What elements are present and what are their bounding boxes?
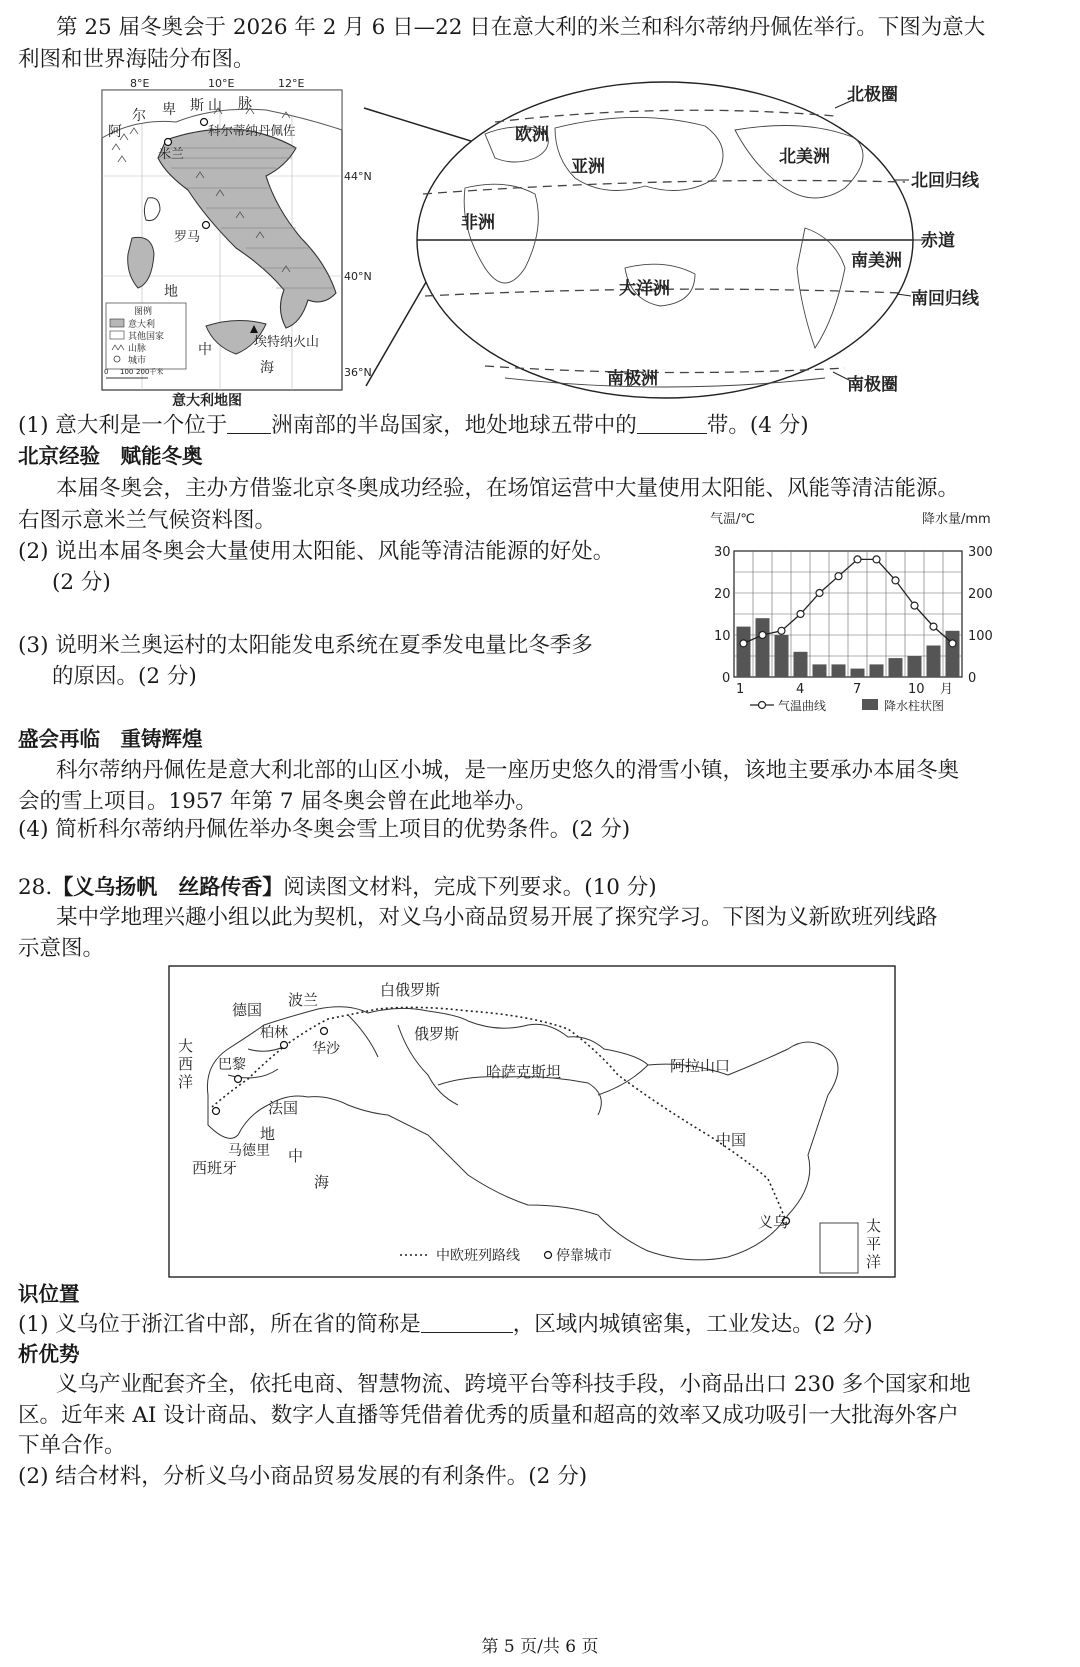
- continent-oceania: 大洋洲: [619, 279, 670, 299]
- s3-para-1: 义乌产业配套齐全，依托电商、智慧物流、跨境平台等科技手段，小商品出口 230 多个国家和地: [56, 1372, 971, 1397]
- milan-city-marker: [165, 139, 172, 146]
- chart-ylabel-right: 降水量/mm: [922, 512, 991, 527]
- s3-q1-blank[interactable]: [421, 1310, 513, 1333]
- question-3-line-2: 的原因。(2 分): [52, 664, 197, 689]
- temperature-point: [740, 640, 747, 647]
- tropic-cancer-label: 北回归线: [911, 171, 979, 191]
- legend-title: 图例: [134, 307, 153, 317]
- label-spain: 西班牙: [192, 1159, 238, 1177]
- label-atlantic-2: 西: [178, 1055, 194, 1073]
- label-poland: 波兰: [288, 991, 319, 1009]
- question-2-line-1: (2) 说出本届冬奥会大量使用太阳能、风能等清洁能源的好处。: [18, 539, 615, 564]
- s3-para-2: 区。近年来 AI 设计商品、数字人直播等凭借着优秀的质量和超高的效率又成功吸引一大批海外客户: [18, 1403, 959, 1428]
- q28-para-1: 某中学地理兴趣小组以此为契机，对义乌小商品贸易开展了探究学习。下图为义新欧班列线路: [56, 905, 938, 930]
- equator-label: 赤道: [921, 231, 955, 251]
- precipitation-bar: [737, 627, 751, 677]
- label-atlantic-1: 大: [178, 1037, 194, 1055]
- section-heading-beijing: 北京经验 赋能冬奥: [18, 444, 203, 468]
- lat-label-44n: 44°N: [344, 170, 372, 183]
- label-china: 中国: [716, 1131, 747, 1149]
- cortina-label: 科尔蒂纳丹佩佐: [208, 123, 296, 138]
- lon-label-12e: 12°E: [278, 78, 305, 90]
- q1-text-c: 带。(4 分): [706, 413, 809, 438]
- legend-precipitation: 降水柱状图: [884, 699, 945, 713]
- precipitation-bar: [870, 664, 884, 677]
- berlin-stop: [281, 1042, 288, 1049]
- temperature-point: [835, 573, 842, 580]
- precipitation-bar: [889, 658, 903, 677]
- precipitation-bar: [756, 618, 770, 677]
- label-med-3: 海: [314, 1173, 330, 1191]
- alps-char-6: 脉: [238, 96, 252, 112]
- s3-q1-text-a: (1) 义乌位于浙江省中部，所在省的简称是: [18, 1312, 421, 1337]
- scale-0: 0: [104, 368, 109, 376]
- temperature-point: [797, 611, 804, 618]
- label-pacific-2: 平: [866, 1235, 882, 1253]
- milan-label: 米兰: [158, 147, 185, 162]
- legend-stop-city: 停靠城市: [556, 1248, 612, 1264]
- milan-climate-chart: [700, 505, 1010, 715]
- chart-ytick-left-30: 30: [714, 545, 731, 560]
- alps-char-3: 卑: [162, 102, 176, 118]
- chart-xtick-10: 10: [908, 682, 925, 697]
- italy-map-legend: [106, 303, 186, 369]
- paris-stop: [235, 1076, 242, 1083]
- temperature-point: [778, 627, 785, 634]
- question-1: [18, 410, 809, 441]
- section1-para-2: 右图示意米兰气候资料图。: [18, 508, 277, 533]
- q1-blank-continent[interactable]: [227, 411, 271, 434]
- sea-char-2: 中: [198, 342, 212, 358]
- precipitation-bar: [813, 664, 827, 677]
- antarctic-circle-label: 南极圈: [847, 375, 898, 395]
- rome-city-marker: [203, 222, 210, 229]
- label-germany: 德国: [232, 1001, 263, 1019]
- alps-char-2: 尔: [132, 108, 146, 124]
- lat-label-40n: 40°N: [344, 270, 372, 283]
- section1-para-1: 本届冬奥会，主办方借鉴北京冬奥成功经验，在场馆运营中大量使用太阳能、风能等清洁能源。: [56, 476, 960, 501]
- section-heading-revival: 盛会再临 重铸辉煌: [18, 727, 203, 751]
- question-2-line-2: (2 分): [52, 570, 111, 595]
- chart-xtick-month: 月: [940, 682, 954, 697]
- question-28-title: [18, 872, 657, 903]
- label-pacific-3: 洋: [866, 1253, 882, 1271]
- question-3-line-1: (3) 说明米兰奥运村的太阳能发电系统在夏季发电量比冬季多: [18, 633, 593, 658]
- label-kazakhstan: 哈萨克斯坦: [486, 1063, 562, 1081]
- chart-ytick-right-300: 300: [968, 545, 993, 560]
- q28-bold-title: 【义乌扬帆 丝路传香】: [52, 875, 284, 899]
- q1-blank-zone[interactable]: [637, 411, 707, 434]
- section2-para-1: 科尔蒂纳丹佩佐是意大利北部的山区小城，是一座历史悠久的滑雪小镇，该地主要承办本届冬奥: [56, 758, 960, 783]
- chart-ytick-right-100: 100: [968, 629, 993, 644]
- temperature-point: [873, 556, 880, 563]
- q1-text-a: (1) 意大利是一个位于: [18, 413, 228, 438]
- legend-city: 城市: [128, 356, 147, 366]
- scale-200: 200千米: [136, 368, 164, 376]
- label-yiwu: 义乌: [758, 1213, 789, 1231]
- label-russia: 俄罗斯: [414, 1025, 460, 1043]
- continent-north-america: 北美洲: [779, 147, 830, 167]
- temperature-point: [949, 640, 956, 647]
- legend-italy: 意大利: [128, 320, 156, 330]
- label-berlin: 柏林: [260, 1025, 288, 1041]
- world-map: [405, 78, 1070, 410]
- page-footer: 第 5 页/共 6 页: [481, 1637, 599, 1657]
- precipitation-bar: [832, 664, 846, 677]
- label-med-1: 地: [260, 1125, 276, 1143]
- label-warsaw: 华沙: [312, 1041, 340, 1057]
- lon-label-8e: 8°E: [130, 78, 150, 90]
- label-france: 法国: [268, 1099, 299, 1117]
- chart-legend: [750, 698, 944, 713]
- precipitation-bar: [946, 631, 960, 677]
- sea-char-1: 地: [164, 284, 178, 300]
- etna-label: 埃特纳火山: [254, 335, 320, 350]
- continent-asia: 亚洲: [571, 157, 605, 177]
- label-belarus: 白俄罗斯: [380, 981, 441, 999]
- chart-xtick-7: 7: [853, 682, 862, 697]
- precipitation-bar: [851, 669, 865, 677]
- sea-char-3: 海: [260, 360, 274, 376]
- temperature-point: [854, 556, 861, 563]
- label-med-2: 中: [288, 1147, 304, 1165]
- temperature-point: [816, 590, 823, 597]
- s3-q1-text-b: ，区域内城镇密集，工业发达。(2 分): [512, 1312, 873, 1337]
- temperature-point: [930, 623, 937, 630]
- label-alashankou: 阿拉山口: [670, 1057, 731, 1075]
- chart-ytick-left-20: 20: [714, 587, 731, 602]
- continent-europe: 欧洲: [515, 125, 549, 145]
- chart-xtick-4: 4: [796, 682, 805, 697]
- temperature-point: [759, 632, 766, 639]
- arctic-circle-label: 北极圈: [847, 85, 898, 105]
- yixinou-route-map: [168, 965, 898, 1280]
- label-atlantic-3: 洋: [178, 1073, 194, 1091]
- question-4: (4) 简析科尔蒂纳丹佩佐举办冬奥会雪上项目的优势条件。(2 分): [18, 817, 631, 842]
- alps-char-1: 阿: [108, 124, 122, 140]
- continent-south-america: 南美洲: [851, 251, 902, 271]
- scale-100: 100: [120, 368, 134, 376]
- precipitation-bar: [794, 652, 808, 677]
- chart-ytick-left-0: 0: [722, 671, 731, 686]
- chart-ytick-left-10: 10: [714, 629, 731, 644]
- label-pacific-1: 太: [866, 1217, 882, 1235]
- label-paris: 巴黎: [218, 1057, 246, 1073]
- precipitation-bar: [908, 656, 922, 677]
- chart-ytick-right-0: 0: [968, 671, 977, 686]
- tropic-capricorn-label: 南回归线: [911, 289, 979, 309]
- chart-ytick-right-200: 200: [968, 587, 993, 602]
- legend-other-countries: 其他国家: [128, 332, 165, 342]
- temperature-point: [892, 577, 899, 584]
- lon-label-10e: 10°E: [208, 78, 235, 90]
- chart-xtick-1: 1: [736, 682, 745, 697]
- legend-mountains: 山脉: [128, 344, 147, 354]
- q28-instructions: 阅读图文材料，完成下列要求。(10 分): [283, 875, 657, 900]
- legend-temperature: 气温曲线: [778, 699, 827, 713]
- heading-location: 识位置: [18, 1282, 80, 1306]
- precipitation-bar: [927, 646, 941, 678]
- s3-question-1: [18, 1309, 873, 1340]
- intro-line-2: 利图和世界海陆分布图。: [18, 47, 255, 72]
- legend-route: 中欧班列路线: [436, 1248, 520, 1264]
- lat-label-36n: 36°N: [344, 366, 372, 379]
- s3-question-2: (2) 结合材料，分析义乌小商品贸易发展的有利条件。(2 分): [18, 1464, 588, 1489]
- q1-text-b: 洲南部的半岛国家，地处地球五带中的: [271, 413, 637, 438]
- warsaw-stop: [321, 1028, 328, 1035]
- precipitation-bar: [775, 635, 789, 677]
- italy-map-title: 意大利地图: [172, 393, 242, 409]
- continent-antarctica: 南极洲: [607, 369, 658, 389]
- madrid-stop: [213, 1108, 220, 1115]
- heading-advantages: 析优势: [18, 1342, 80, 1366]
- s3-para-3: 下单合作。: [18, 1433, 126, 1458]
- continent-africa: 非洲: [461, 213, 495, 233]
- italy-map: [96, 78, 376, 413]
- alps-char-5: 山: [208, 98, 222, 114]
- cortina-city-marker: [201, 119, 208, 126]
- q28-para-2: 示意图。: [18, 936, 105, 961]
- alps-char-4: 斯: [190, 98, 204, 114]
- label-madrid: 马德里: [228, 1143, 270, 1159]
- chart-ylabel-left: 气温/℃: [710, 512, 755, 527]
- south-china-sea-inset: [820, 1223, 858, 1273]
- section2-para-2: 会的雪上项目。1957 年第 7 届冬奥会曾在此地举办。: [18, 789, 537, 814]
- intro-line-1: 第 25 届冬奥会于 2026 年 2 月 6 日—22 日在意大利的米兰和科尔蒂纳丹佩佐举行。下图为意大: [56, 15, 986, 40]
- q28-number: 28.: [18, 875, 53, 900]
- temperature-point: [911, 602, 918, 609]
- rome-label: 罗马: [174, 230, 201, 245]
